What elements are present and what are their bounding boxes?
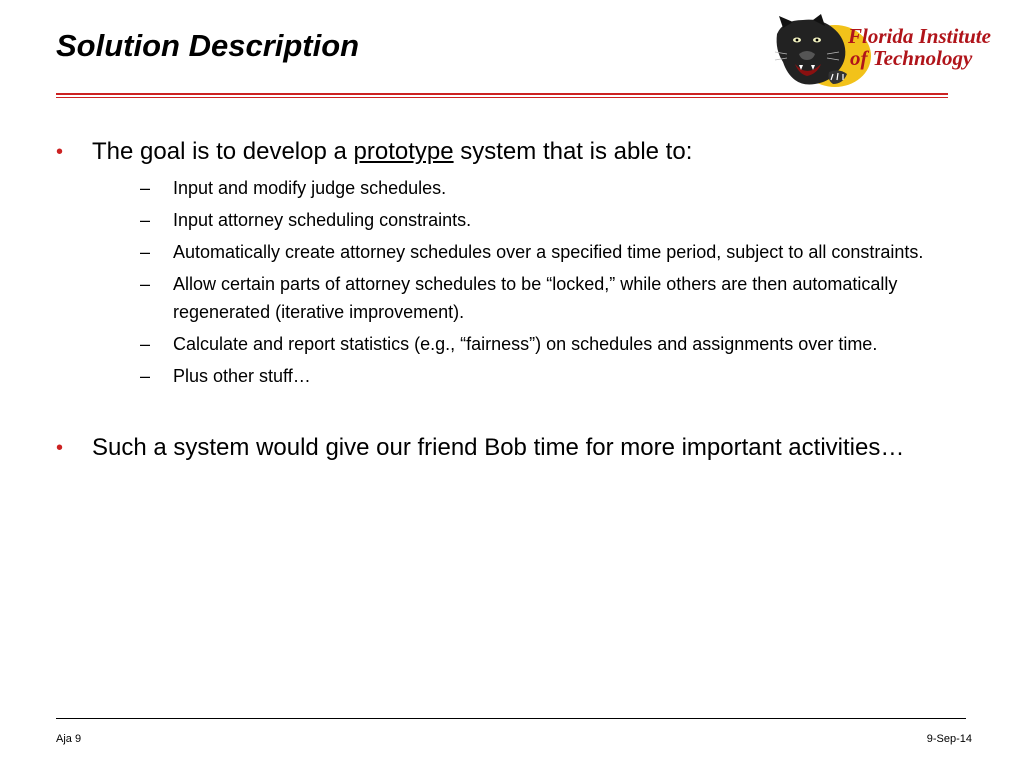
dash-icon: – xyxy=(140,242,151,262)
title-divider-thin xyxy=(56,97,948,98)
sub-bullet-item xyxy=(92,238,973,266)
bullet-emphasis: prototype xyxy=(353,138,454,165)
dash-icon: – xyxy=(140,334,151,354)
footer-divider xyxy=(56,718,966,719)
bullet-item xyxy=(56,136,956,390)
footer-author-page: Aja 9 xyxy=(56,733,82,745)
sub-bullet-item xyxy=(92,362,973,390)
footer-date: 9-Sep-14 xyxy=(926,733,972,745)
sub-bullet-text: Plus other stuff… xyxy=(173,366,311,386)
logo-text xyxy=(848,25,991,69)
sub-bullet-text: Calculate and report statistics (e.g., “fairness”) on schedules and assignments over time. xyxy=(173,334,878,354)
bullet-icon: • xyxy=(56,141,64,163)
dash-icon: – xyxy=(140,210,151,230)
sub-bullet-text: Input and modify judge schedules. xyxy=(173,178,447,198)
sub-bullet-text: Allow certain parts of attorney schedules to be “locked,” while others are then automatically regenerated (iterative improvement). xyxy=(173,274,898,322)
bullet-item xyxy=(56,432,932,464)
sub-bullet-item xyxy=(92,270,973,326)
bullet-text-after: system that is able to: xyxy=(453,138,693,165)
sub-bullet-text: Input attorney scheduling constraints. xyxy=(173,210,472,230)
sub-bullet-item xyxy=(92,330,973,358)
logo-line-1: Florida Institute xyxy=(848,24,991,48)
slide-title: Solution Description xyxy=(56,28,360,63)
bullet-icon: • xyxy=(56,437,64,459)
logo-line-2: of Technology xyxy=(850,46,973,70)
sub-bullet-item xyxy=(92,174,973,202)
title-divider xyxy=(56,93,948,95)
dash-icon: – xyxy=(140,178,151,198)
bullet-text-before: The goal is to develop a xyxy=(92,138,354,165)
sub-bullet-item xyxy=(92,206,973,234)
dash-icon: – xyxy=(140,274,151,294)
sub-bullet-text: Automatically create attorney schedules over a specified time period, subject to all constraints. xyxy=(173,242,924,262)
slide-body xyxy=(56,136,956,464)
dash-icon: – xyxy=(140,366,151,386)
bullet-text: Such a system would give our friend Bob time for more important activities… xyxy=(92,434,905,461)
sub-bullet-list xyxy=(92,174,956,390)
